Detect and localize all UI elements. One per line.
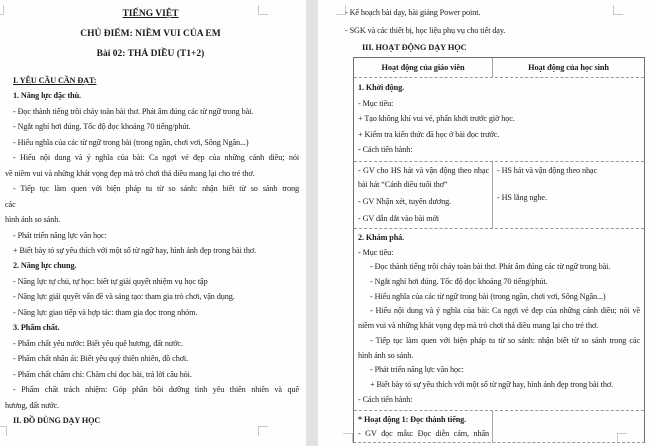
- doc-line: - Phẩm chất chăm chỉ: Chăm chỉ đọc bài, trả lời câu hỏi.: [13, 369, 192, 379]
- table-body: [354, 78, 644, 442]
- doc-line: các: [5, 199, 16, 209]
- doc-line: I. YÊU CẦU CẦN ĐẠT:: [13, 76, 97, 85]
- doc-line: - Năng lực giải quyết vấn đề và sáng tạo: tham gia trò chơi, vận dụng.: [13, 292, 235, 302]
- doc-line: - Phát triển năng lực văn học:: [370, 365, 464, 375]
- table-row: [354, 229, 644, 411]
- doc-line: 2. Khám phá.: [358, 232, 405, 242]
- doc-title: [5, 4, 296, 64]
- doc-line: - Hiểu nghĩa của các từ ngữ trong bài (trong ngần, chơi vơi, Sông Ngân...): [13, 137, 249, 147]
- doc-line: + Kiểm tra kiến thức đã học ở bài đọc trước.: [358, 129, 500, 139]
- doc-line: - Năng lực giao tiếp và hợp tác: tham gia đọc trong nhóm.: [13, 307, 198, 317]
- doc-line: + Tạo không khí vui vẻ, phấn khởi trước giờ học.: [358, 114, 515, 124]
- doc-line: bài hát “Cánh diều tuổi thơ”: [358, 179, 448, 189]
- crop-mark: [0, 426, 7, 436]
- doc-line: - SGK và các thiết bị, học liệu phụ vụ cho tiết dạy.: [345, 25, 506, 35]
- doc-line: + Biết bày tỏ sự yêu thích với một số từ ngữ hay, hình ảnh đẹp trong bài thơ.: [370, 380, 614, 389]
- crop-mark: [258, 5, 268, 15]
- doc-line: - GV Nhận xét, tuyên dương.: [358, 196, 452, 206]
- table-row: [354, 78, 644, 162]
- doc-line: 3. Phẩm chất.: [13, 323, 60, 333]
- doc-line: niềm vui và những khát vọng đẹp mà trò chơi thả diều mang lại cho trẻ thơ.: [358, 321, 599, 331]
- doc-line: - Mục tiêu:: [358, 98, 394, 108]
- doc-line: - Hiểu nội dung và ý nghĩa của bài: Ca ngợi vẻ đẹp của những cánh diều; nói về: [370, 306, 640, 316]
- teacher-cell: [354, 411, 493, 441]
- teacher-cell: [354, 162, 493, 228]
- doc-line: Bài 02: THẢ DIỀU (T1+2): [96, 49, 205, 59]
- doc-line: hương, đất nước.: [5, 400, 60, 410]
- doc-line: - GV dẫn dắt vào bài mới: [358, 213, 439, 223]
- doc-line: về niềm vui và những khát vọng đẹp mà trò chơi thả diều mang lại cho trẻ thơ.: [5, 168, 255, 178]
- crop-mark: [258, 426, 268, 436]
- table-header-row: [354, 58, 644, 78]
- doc-line: - Hiểu nội dung và ý nghĩa của bài: Ca ngợi vẻ đẹp của những cánh diều; nói: [13, 153, 299, 163]
- doc-line: - Phẩm chất yêu nước: Biết yêu quê hương, đất nước.: [13, 338, 183, 348]
- doc-line: - Phát triển năng lực văn học:: [13, 230, 107, 240]
- doc-line: 1. Khởi động.: [358, 83, 405, 92]
- doc-line: - Ngắt nghỉ hơi đúng. Tốc độ đọc khoảng 70 tiếng/phút.: [13, 122, 191, 132]
- doc-line: - GV cho HS hát và vận động theo nhạc: [358, 165, 489, 175]
- doc-line: - Kế hoạch bài dạy, bài giảng Power point.: [345, 8, 481, 17]
- doc-line: - Tiếp tục làm quen với biện pháp tu từ so sánh: nhận biết từ so sánh trong: [13, 184, 299, 194]
- left-page-body: [5, 73, 299, 428]
- doc-line: * Hoạt động 1: Đọc thành tiếng.: [358, 415, 467, 425]
- doc-line: - Mục tiêu:: [358, 247, 394, 257]
- doc-line: - HS hát và vận động theo nhạc: [497, 165, 597, 175]
- activities-table: [353, 57, 645, 443]
- doc-line: - Ngắt nghỉ hơi đúng. Tốc độ đọc khoảng 70 tiếng/phút.: [370, 277, 548, 287]
- doc-line: - Phẩm chất nhân ái: Biết yêu quý thiên nhiên, đồ chơi.: [13, 354, 189, 364]
- table-header-student: Hoạt động của học sinh: [528, 63, 609, 72]
- table-header-teacher: Hoạt động của giáo viên: [354, 58, 493, 77]
- crop-mark: [343, 433, 353, 443]
- doc-line: - GV đọc mẫu: Đọc diễn cảm, nhấn: [358, 428, 489, 438]
- doc-line: + Biết bày tỏ sự yêu thích với một số từ ngữ hay, hình ảnh đẹp trong bài thơ.: [13, 245, 257, 255]
- doc-line: - Cách tiến hành:: [358, 145, 413, 155]
- doc-line: - Tiếp tục làm quen với biện pháp tu từ so sánh: nhận biết từ so sánh trong các: [370, 335, 640, 345]
- doc-line: - Năng lực tự chủ, tự học: biết tự giải quyết nhiệm vụ học tập: [13, 276, 208, 286]
- page-right[interactable]: [318, 0, 650, 446]
- doc-line: - HS lắng nghe.: [497, 192, 547, 202]
- doc-line: - Cách tiến hành:: [358, 394, 413, 404]
- doc-line: TIẾNG VIỆT: [122, 9, 179, 19]
- doc-line: - Đọc thành tiếng trôi chảy toàn bài thơ. Phát âm đúng các từ ngữ trong bài.: [370, 262, 611, 272]
- crop-mark: [0, 5, 4, 15]
- doc-line: II. ĐỒ DÙNG DẠY HỌC: [13, 415, 101, 425]
- doc-line: - Hiểu nghĩa của các từ ngữ trong bài (trong ngần, chơi vơi, Sông Ngân...): [370, 291, 606, 301]
- student-cell: [493, 162, 644, 228]
- doc-line: - Đọc thành tiếng trôi chảy toàn bài thơ. Phát âm đúng các từ ngữ trong bài.: [13, 106, 254, 116]
- doc-line: 1. Năng lực đặc thù.: [13, 91, 81, 101]
- doc-line: hình ảnh so sánh.: [5, 215, 61, 225]
- doc-line: 2. Năng lực chung.: [13, 261, 77, 271]
- doc-line: III. HOẠT ĐỘNG DẠY HỌC: [362, 43, 467, 52]
- table-row: [354, 411, 644, 441]
- right-page-intro: [345, 4, 644, 57]
- student-cell: [493, 411, 644, 441]
- table-row: [354, 162, 644, 229]
- doc-line: - Phẩm chất trách nhiệm: Góp phần bồi dưỡng tình yêu thiên nhiên và quê: [13, 385, 299, 395]
- doc-line: CHỦ ĐIỂM: NIỀM VUI CỦA EM: [80, 29, 221, 39]
- page-left[interactable]: [0, 0, 306, 446]
- doc-line: hình ảnh so sánh.: [358, 350, 414, 360]
